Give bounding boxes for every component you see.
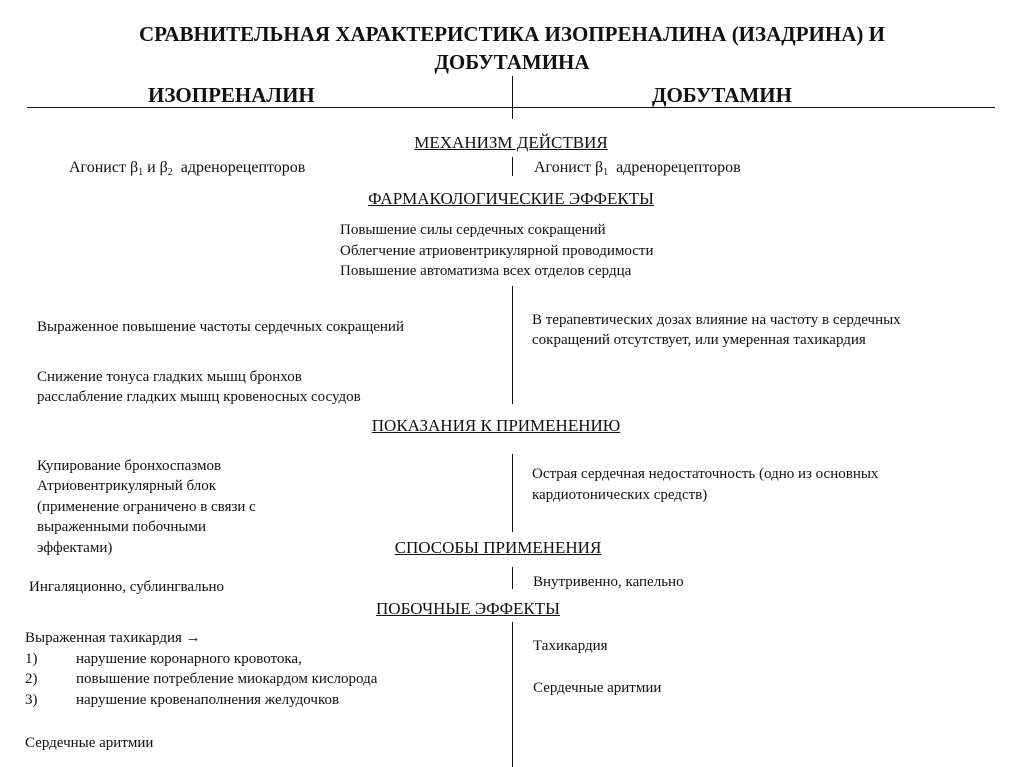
page-title-line1: СРАВНИТЕЛЬНАЯ ХАРАКТЕРИСТИКА ИЗОПРЕНАЛИНА (ИЗАДРИНА) И: [139, 22, 885, 46]
indication-isoprenaline: Атриовентрикулярный блок: [37, 478, 217, 494]
administration-isoprenaline: Ингаляционно, сублингвально: [29, 579, 225, 595]
shared-effect: Повышение силы сердечных сокращений: [340, 222, 606, 238]
side-effect-item-number: 1): [25, 651, 38, 667]
indication-dobutamine: Острая сердечная недостаточность (одно из основных: [532, 466, 879, 482]
side-effect-item-text: повышение потребление миокардом кислорода: [76, 671, 378, 687]
administration-dobutamine: Внутривенно, капельно: [533, 574, 684, 590]
indication-isoprenaline: выраженными побочными: [37, 519, 206, 535]
shared-effect: Повышение автоматизма всех отделов сердца: [340, 263, 632, 279]
column-divider-administration: [512, 567, 513, 589]
effect-isoprenaline-smooth-muscle: расслабление гладких мышц кровеносных сосудов: [37, 389, 361, 405]
side-effect-dobutamine: Сердечные аритмии: [533, 680, 662, 696]
column-divider-mechanism: [512, 157, 513, 176]
section-title-side-effects: ПОБОЧНЫЕ ЭФФЕКТЫ: [376, 599, 560, 618]
effect-dobutamine-heart-rate: В терапевтических дозах влияние на частоту в сердечных: [532, 312, 901, 328]
side-effect-item-text: нарушение коронарного кровотока,: [76, 651, 302, 667]
side-effect-item-text: нарушение кровенаполнения желудочков: [76, 692, 340, 708]
column-header-dobutamine: ДОБУТАМИН: [652, 83, 792, 107]
column-divider-side-effects: [512, 622, 513, 767]
column-divider-header: [512, 76, 513, 119]
indication-isoprenaline: (применение ограничено в связи с: [37, 499, 256, 515]
page-title-line2: ДОБУТАМИНА: [434, 50, 590, 74]
section-title-indications: ПОКАЗАНИЯ К ПРИМЕНЕНИЮ: [371, 416, 621, 435]
side-effect-dobutamine: Тахикардия: [533, 638, 608, 654]
side-effect-item-number: 3): [25, 692, 38, 708]
side-effect-item-number: 2): [25, 671, 38, 687]
mechanism-isoprenaline: Агонист $\beta_1$ и $\beta_2$ адренорецепторов: [69, 159, 306, 178]
indication-dobutamine: кардиотонических средств): [532, 487, 708, 503]
section-title-administration: СПОСОБЫ ПРИМЕНЕНИЯ: [394, 538, 602, 557]
section-title-effects: ФАРМАКОЛОГИЧЕСКИЕ ЭФФЕКТЫ: [368, 189, 654, 208]
effect-dobutamine-heart-rate: сокращений отсутствует, или умеренная тахикардия: [532, 332, 866, 348]
shared-effect: Облегчение атриовентрикулярной проводимости: [340, 243, 654, 259]
mechanism-dobutamine: Агонист $\beta_1$ адренорецепторов: [534, 159, 741, 178]
indication-isoprenaline: Купирование бронхоспазмов: [37, 458, 222, 474]
effect-isoprenaline-smooth-muscle: Снижение тонуса гладких мышц бронхов: [37, 369, 302, 385]
indication-isoprenaline: эффектами): [37, 540, 113, 556]
section-title-mechanism: МЕХАНИЗМ ДЕЙСТВИЯ: [414, 133, 608, 152]
header-divider: [27, 107, 995, 108]
column-divider-indications: [512, 454, 513, 532]
side-effect-isoprenaline-arrhythmia: Сердечные аритмии: [25, 735, 154, 751]
column-header-isoprenaline: ИЗОПРЕНАЛИН: [148, 83, 315, 107]
column-divider-effects: [512, 286, 513, 404]
effect-isoprenaline-heart-rate: Выраженное повышение частоты сердечных сокращений: [37, 319, 404, 335]
side-effect-isoprenaline-header: Выраженная тахикардия →: [25, 630, 201, 646]
